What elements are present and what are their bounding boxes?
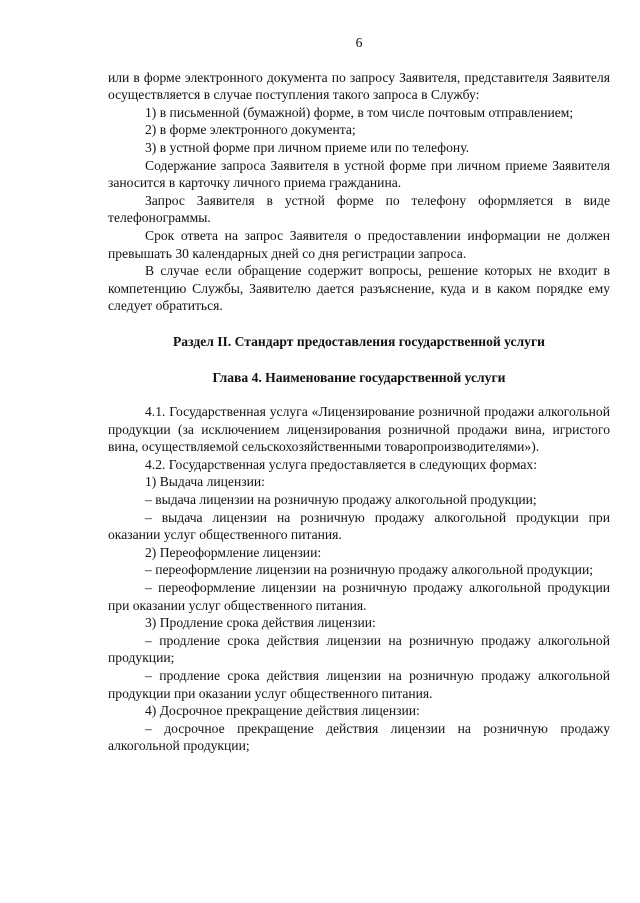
page-number: 6	[355, 35, 363, 50]
paragraph: или в форме электронного документа по запросу Заявителя, представителя Заявителя осуществляется в случае поступления такого запроса в Службу:	[108, 69, 610, 103]
list-item: 1) в письменной (бумажной) форме, в том числе почтовым отправлением;	[145, 104, 574, 120]
list-item: – переоформление лицензии на розничную продажу алкогольной продукции при оказании услуг общественного питания.	[108, 580, 610, 613]
list-item: 4) Досрочное прекращение действия лицензии:	[145, 703, 420, 719]
paragraph: 4.1. Государственная услуга «Лицензирование розничной продажи алкогольной продукции (за исключением лицензирования розничной продажи вина, игристого вина, осуществляемой сельскохозяйственными товаропроизводителями»).	[108, 404, 610, 455]
paragraph: Срок ответа на запрос Заявителя о предоставлении информации не должен превышать 30 календарных дней со дня регистрации запроса.	[108, 227, 610, 261]
list-item: – досрочное прекращение действия лицензии на розничную продажу алкогольной продукции;	[108, 720, 610, 754]
document-page	[108, 34, 610, 755]
paragraph: Запрос Заявителя в устной форме по телефону оформляется в виде телефонограммы.	[108, 192, 610, 226]
paragraph: 4.2. Государственная услуга предоставляется в следующих формах:	[145, 456, 537, 472]
list-item: – переоформление лицензии на розничную продажу алкогольной продукции;	[145, 562, 594, 578]
paragraph: Содержание запроса Заявителя в устной форме при личном приеме Заявителя заносится в карточку личного приема гражданина.	[108, 157, 610, 191]
chapter-title: Глава 4. Наименование государственной услуги	[212, 369, 506, 385]
list-item: – выдача лицензии на розничную продажу алкогольной продукции при оказании услуг общественного питания.	[108, 509, 610, 543]
section-title: Раздел II. Стандарт предоставления государственной услуги	[173, 333, 545, 349]
list-item: – продление срока действия лицензии на розничную продажу алкогольной продукции при оказании услуг общественного питания.	[108, 668, 610, 701]
list-item: – выдача лицензии на розничную продажу алкогольной продукции;	[145, 492, 537, 508]
list-item: – продление срока действия лицензии на розничную продажу алкогольной продукции;	[108, 632, 610, 666]
list-item: 2) Переоформление лицензии:	[145, 544, 322, 560]
list-item: 2) в форме электронного документа;	[145, 122, 356, 138]
list-item: 3) в устной форме при личном приеме или по телефону.	[145, 139, 470, 155]
list-item: 1) Выдача лицензии:	[145, 474, 265, 490]
list-item: 3) Продление срока действия лицензии:	[145, 615, 376, 631]
paragraph: В случае если обращение содержит вопросы, решение которых не входит в компетенцию Службы, Заявителю дается разъяснение, куда и в каком порядке ему следует обратиться.	[108, 263, 610, 314]
